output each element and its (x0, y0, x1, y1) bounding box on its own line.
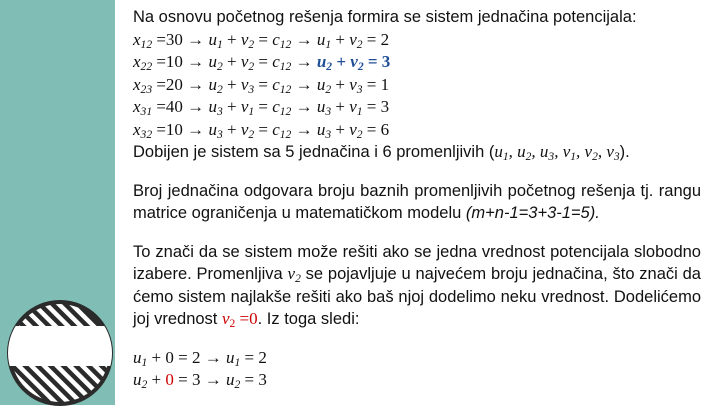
equation-row: $x_{23} =20 \to u_2 + v_3 = c_{12} \to u_2 + v_3 = 1$ (133, 74, 390, 96)
slide-content (133, 6, 701, 392)
rank-formula: (m+n-1=3+3-1=5). (465, 204, 600, 222)
equation-row: $x_{32} =10 \to u_3 + v_2 = c_{12} \to u_3 + v_2 = 6$ (133, 119, 390, 141)
equation-row: $x_{22} =10 \to u_2 + v_2 = c_{12} \to u_2 + v_2 = 3$ (133, 52, 391, 74)
paragraph-rank: Broj jednačina odgovara broju baznih promenljivih početnog rešenja tj. rangu matrice ograničenja u matematičkom modelu (m+n-1=3+3-1=5). (133, 181, 701, 222)
striped-circle-logo (5, 298, 115, 408)
result-row: $u_2 + 0 = 3 \to u_2 = 3$ (133, 370, 267, 392)
intro-text: Na osnovu početnog rešenja formira se sistem jednačina potencijala: (133, 8, 637, 26)
variable-v2: $v_2$ (287, 264, 301, 286)
result-row: $u_1 + 0 = 2 \to u_1 = 2$ (133, 347, 267, 369)
result-list (133, 347, 701, 392)
paragraph-potential: To znači da se sistem može rešiti ako se jedna vrednost potencijala slobodno izabere. Promenljiva $v_2$ se pojavljuje u najvećem broju jednačina, što znači da ćemo sistem najlakše rešiti ako baš njoj dodelimo neku vrednost. Dodelićemo joj vrednost $v_2 =0$. Iz toga sledi: (133, 242, 701, 331)
equation-list (133, 29, 701, 142)
summary-line: Dobijen je sistem sa 5 jednačina i 6 promenljivih ($u_1$, $u_2$, $u_3$, $v_1$, $v_2$, $v_3$). (133, 142, 630, 164)
assigned-value: $v_2 =0$ (221, 309, 258, 331)
summary-variables: $u_1$, $u_2$, $u_3$, $v_1$, $v_2$, $v_3$ (494, 142, 620, 164)
equation-row: $x_{31} =40 \to u_3 + v_1 = c_{12} \to u_3 + v_1 = 3$ (133, 97, 390, 119)
equation-row: $x_{12} =30 \to u_1 + v_2 = c_{12} \to u_1 + v_2 = 2$ (133, 29, 390, 51)
